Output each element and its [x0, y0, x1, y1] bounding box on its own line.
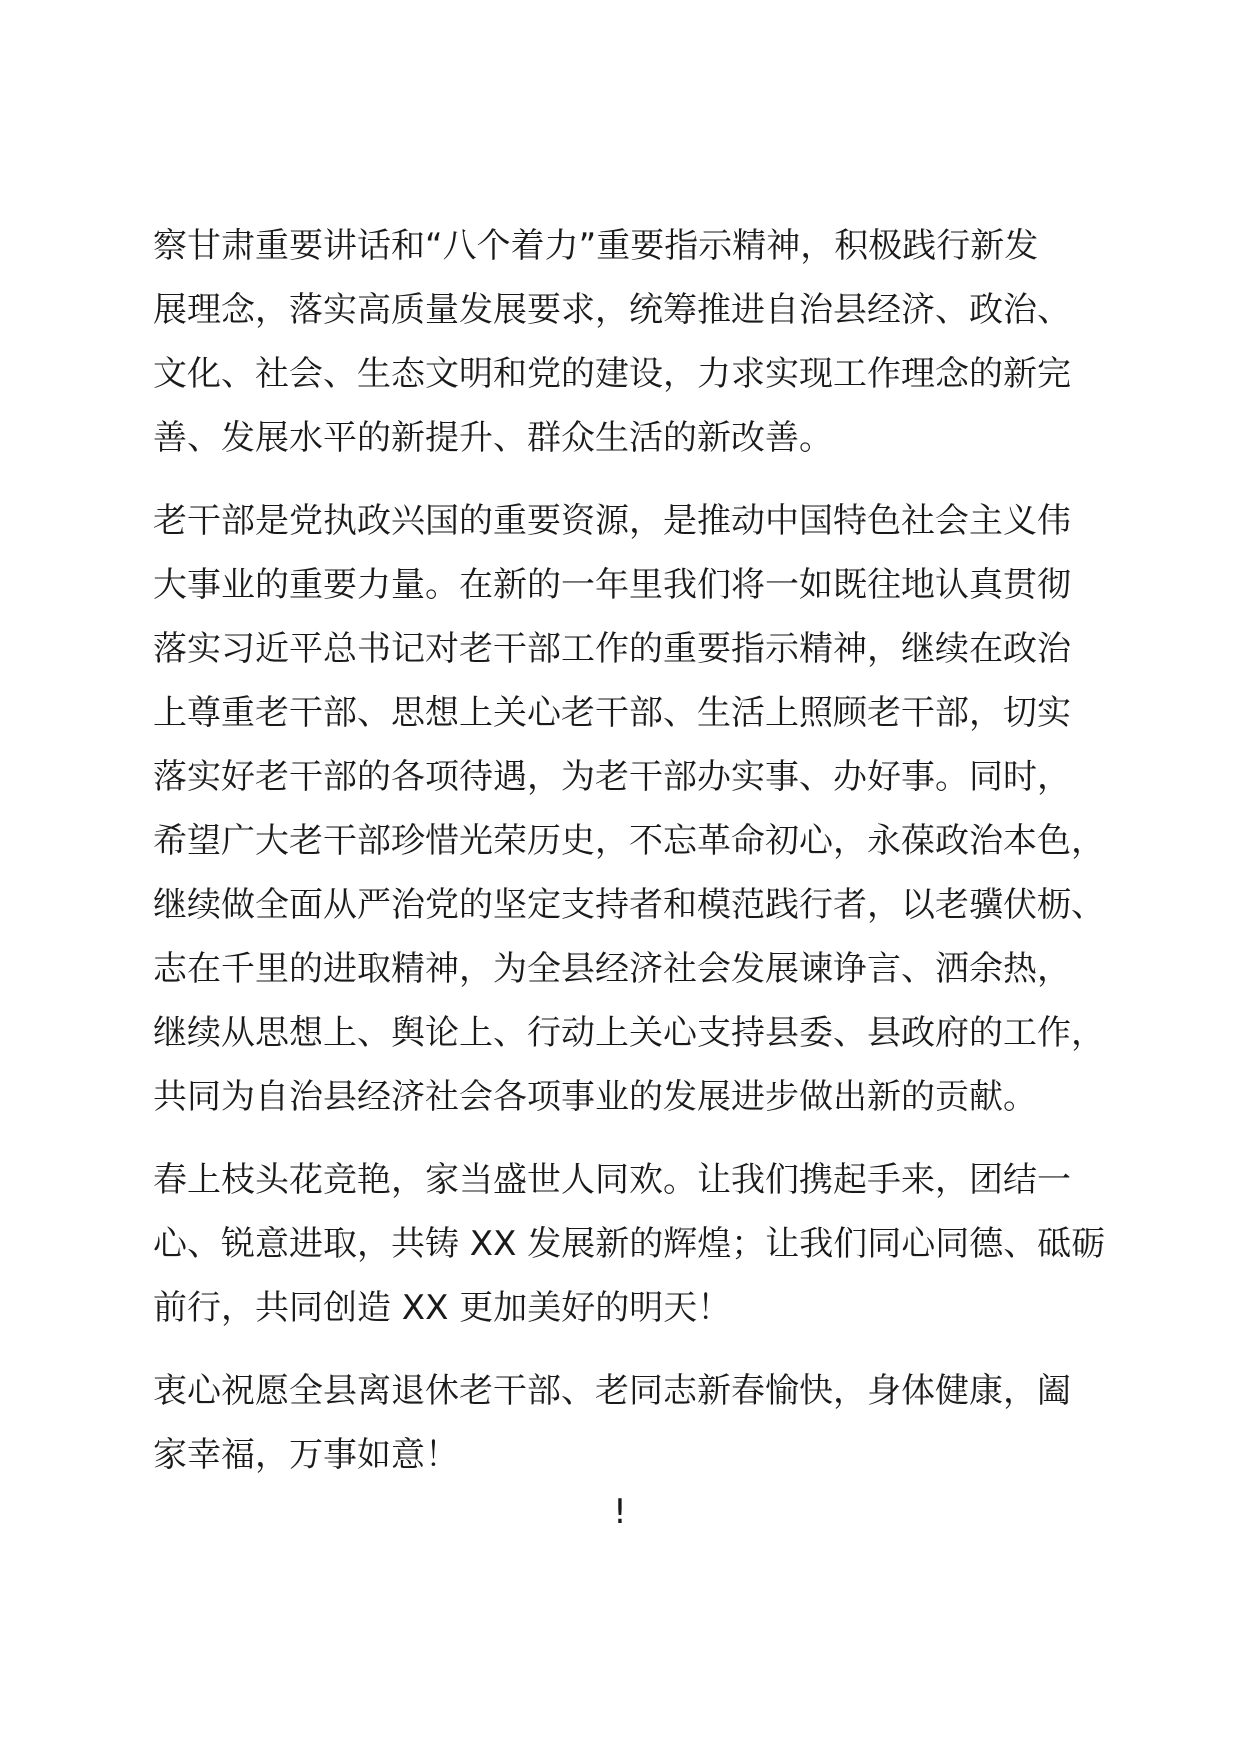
text-line: 前行，共同创造 XX 更加美好的明天！: [153, 1288, 732, 1328]
text-line: 大事业的重要力量。在新的一年里我们将一如既往地认真贯彻: [153, 565, 1071, 605]
text-line: 老干部是党执政兴国的重要资源，是推动中国特色社会主义伟: [153, 501, 1071, 541]
text-line: 文化、社会、生态文明和党的建设，力求实现工作理念的新完: [153, 354, 1071, 394]
text-line: 落实习近平总书记对老干部工作的重要指示精神，继续在政治: [153, 629, 1071, 669]
closing-exclamation: !: [613, 1492, 627, 1532]
paragraph-3: [153, 1148, 1113, 1340]
text-line: 心、锐意进取，共铸 XX 发展新的辉煌；让我们同心同德、砥砺: [153, 1224, 1106, 1264]
text-line: 上尊重老干部、思想上关心老干部、生活上照顾老干部，切实: [153, 693, 1071, 733]
text-line: 继续做全面从严治党的坚定支持者和模范践行者，以老骥伏枥、: [153, 885, 1105, 925]
document-body: [153, 214, 1113, 1506]
text-line: 展理念，落实高质量发展要求，统筹推进自治县经济、政治、: [153, 290, 1071, 330]
text-line: 家幸福，万事如意！: [153, 1435, 459, 1475]
paragraph-2: [153, 489, 1113, 1129]
text-line: 春上枝头花竞艳，家当盛世人同欢。让我们携起手来，团结一: [153, 1160, 1071, 1200]
text-line: 共同为自治县经济社会各项事业的发展进步做出新的贡献。: [153, 1077, 1037, 1117]
paragraph-4: [153, 1359, 1113, 1487]
text-line: 继续从思想上、舆论上、行动上关心支持县委、县政府的工作，: [153, 1013, 1105, 1053]
paragraph-1: [153, 214, 1113, 470]
text-line: 察甘肃重要讲话和“八个着力”重要指示精神，积极践行新发: [153, 226, 1039, 266]
text-line: 落实好老干部的各项待遇，为老干部办实事、办好事。同时，: [153, 757, 1071, 797]
text-line: 衷心祝愿全县离退休老干部、老同志新春愉快，身体健康，阖: [153, 1371, 1071, 1411]
text-line: 希望广大老干部珍惜光荣历史，不忘革命初心，永葆政治本色，: [153, 821, 1105, 861]
text-line: 志在千里的进取精神，为全县经济社会发展谏诤言、洒余热，: [153, 949, 1071, 989]
text-line: 善、发展水平的新提升、群众生活的新改善。: [153, 418, 833, 458]
